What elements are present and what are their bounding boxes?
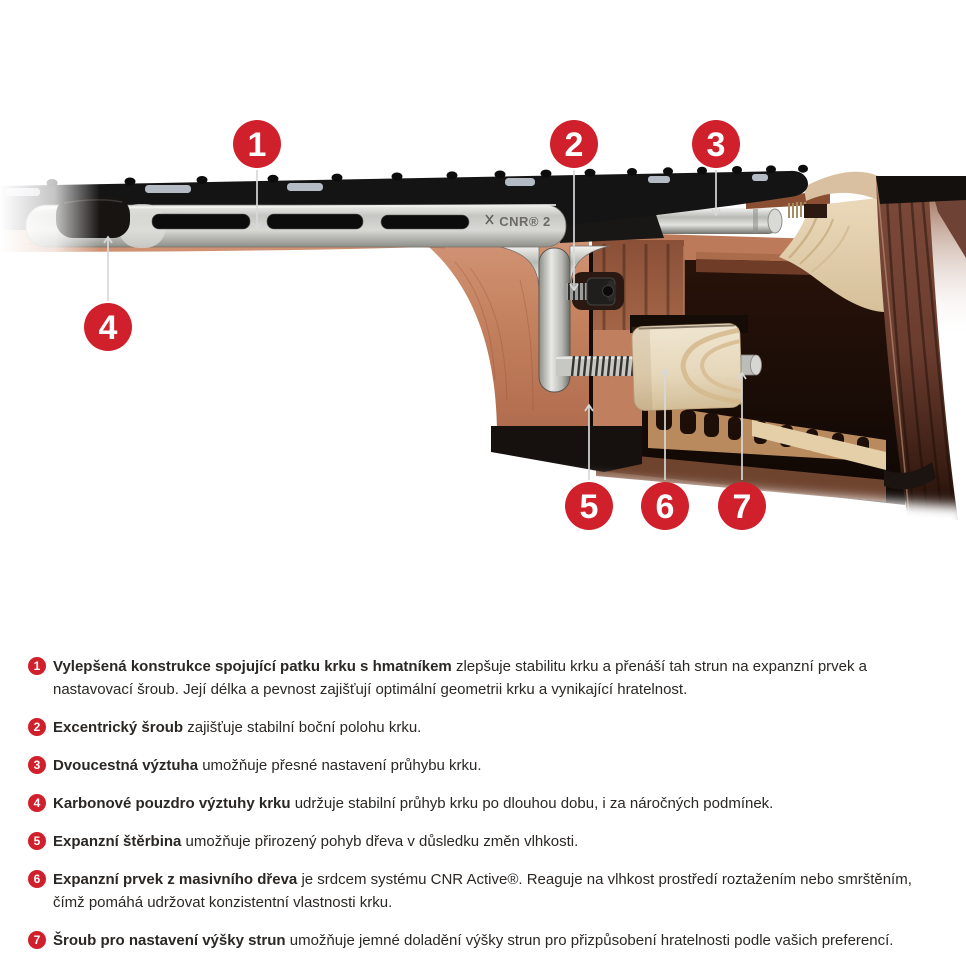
legend-text-6 <box>53 868 930 914</box>
legend-description: umožňuje přirozený pohyb dřeva v důsledku změn vlhkosti. <box>185 833 579 850</box>
marker-2 <box>550 120 598 168</box>
legend-description: udržuje stabilní průhyb krku po dlouhou dobu, i za náročných podmínek. <box>294 795 774 812</box>
legend-item-1 <box>28 655 930 701</box>
marker-6 <box>641 482 689 530</box>
svg-text:5: 5 <box>579 488 599 526</box>
legend-text-3 <box>53 754 482 777</box>
legend-text-1 <box>53 655 930 701</box>
legend-description: zajišťuje stabilní boční polohu krku. <box>187 719 422 736</box>
svg-text:4: 4 <box>98 309 118 347</box>
legend-badge-2: 2 <box>28 718 46 736</box>
legend-description: umožňuje jemné doladění výšky strun pro přizpůsobení hratelnosti podle vašich preferencí. <box>289 932 894 949</box>
legend-description: je srdcem systému CNR Active®. Reaguje na vlhkost prostředí roztažením nebo smrštěním, čímž pomáhá udržovat konzistentní vlastnosti krku. <box>53 871 912 911</box>
legend-item-6 <box>28 868 930 914</box>
legend-term: Vylepšená konstrukce spojující patku krku s hmatníkem <box>53 658 452 675</box>
legend-badge-7: 7 <box>28 931 46 949</box>
legend-term: Expanzní prvek z masivního dřeva <box>53 871 298 888</box>
svg-text:3: 3 <box>706 126 726 164</box>
svg-text:7: 7 <box>732 488 752 526</box>
legend-description: umožňuje přesné nastavení průhybu krku. <box>202 757 482 774</box>
legend-badge-1: 1 <box>28 657 46 675</box>
marker-5 <box>565 482 613 530</box>
expansion-element <box>632 323 743 411</box>
legend-badge-5: 5 <box>28 832 46 850</box>
legend-description: zlepšuje stabilitu krku a přenáší tah strun na expanzní prvek a nastavovací šroub. Její délka a pevnost zajišťují optimální geometrii krku a vynikající hratelnost. <box>53 658 868 698</box>
svg-text:2: 2 <box>564 126 584 164</box>
cnr-engraving: CNR® 2 <box>499 214 551 229</box>
legend-term: Expanzní štěrbina <box>53 833 182 850</box>
marker-4 <box>84 303 132 351</box>
legend-term: Karbonové pouzdro výztuhy krku <box>53 795 291 812</box>
adjustment-threaded-rod <box>556 356 636 376</box>
marker-3 <box>692 120 740 168</box>
svg-text:6: 6 <box>655 488 675 526</box>
legend-text-4 <box>53 792 773 815</box>
legend-list <box>0 655 966 967</box>
legend-badge-6: 6 <box>28 870 46 888</box>
marker-1 <box>233 120 281 168</box>
legend-term: Dvoucestná výztuha <box>53 757 199 774</box>
height-screw-tip <box>741 355 762 375</box>
legend-item-5 <box>28 830 930 853</box>
legend-text-7 <box>53 929 893 952</box>
marker-7 <box>718 482 766 530</box>
legend-item-4 <box>28 792 930 815</box>
legend-item-7 <box>28 929 930 952</box>
legend-badge-3: 3 <box>28 756 46 774</box>
legend-item-3 <box>28 754 930 777</box>
legend-term: Šroub pro nastavení výšky strun <box>53 932 286 949</box>
legend-text-5 <box>53 830 578 853</box>
legend-term: Excentrický šroub <box>53 719 184 736</box>
legend-badge-4: 4 <box>28 794 46 812</box>
legend-item-2 <box>28 716 930 739</box>
svg-text:1: 1 <box>247 126 267 164</box>
legend-text-2 <box>53 716 421 739</box>
